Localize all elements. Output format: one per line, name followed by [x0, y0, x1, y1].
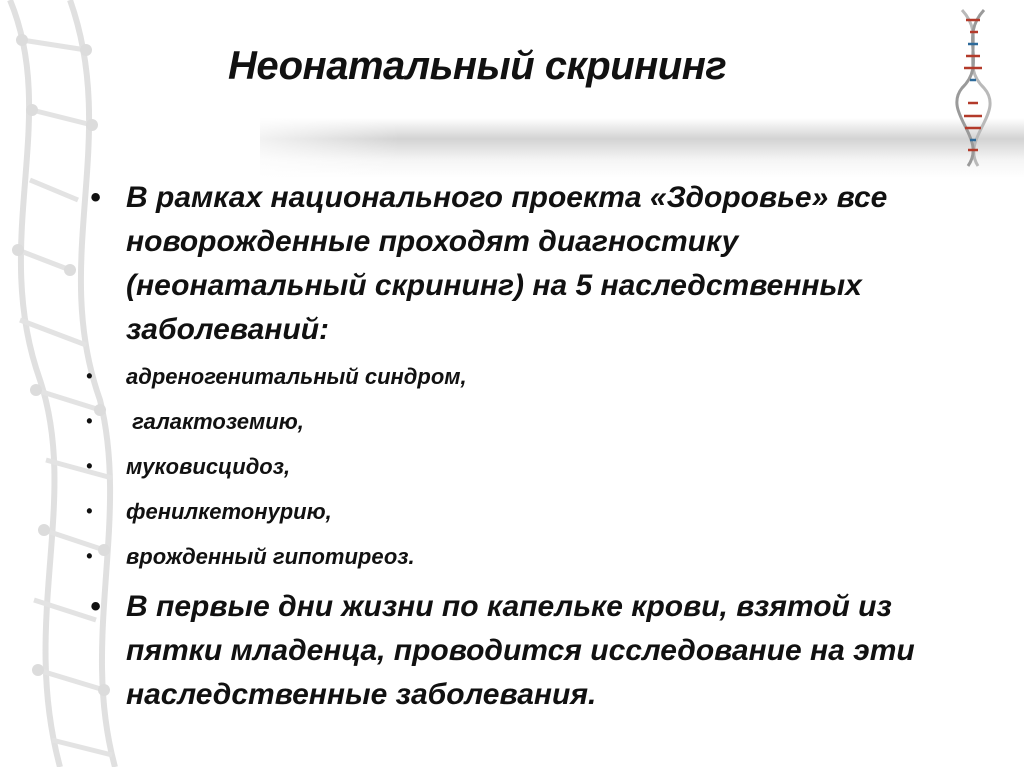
list-item-text: В первые дни жизни по капельке крови, взятой из пятки младенца, проводится исследование на эти наследственные заболевания.	[126, 590, 915, 711]
list-item-text: фенилкетонурию,	[126, 499, 332, 524]
list-item	[80, 399, 940, 444]
bullet-icon: •	[86, 411, 93, 431]
slide-title: Неонатальный скрининг	[228, 44, 727, 88]
bullet-icon: •	[90, 590, 101, 623]
list-item-text: В рамках национального проекта «Здоровье» все новорожденные проходят диагностику (неонатальный скрининг) на 5 наследственных заболеваний:	[126, 181, 888, 346]
list-item-text: адреногенитальный синдром,	[126, 364, 467, 389]
list-item	[80, 534, 940, 579]
bullet-icon: •	[86, 546, 93, 566]
bullet-icon: •	[86, 456, 93, 476]
dna-helix-icon	[948, 8, 998, 168]
list-item	[80, 444, 940, 489]
list-item	[80, 176, 940, 352]
list-item-text: врожденный гипотиреоз.	[126, 544, 415, 569]
list-item-text: галактоземию,	[126, 409, 304, 434]
bullet-list	[80, 176, 940, 717]
list-item	[80, 489, 940, 534]
list-item	[80, 354, 940, 399]
bullet-icon: •	[90, 181, 101, 214]
bullet-icon: •	[86, 366, 93, 386]
list-item-text: муковисцидоз,	[126, 454, 291, 479]
band-fade	[200, 118, 400, 178]
bullet-icon: •	[86, 501, 93, 521]
list-item	[80, 585, 940, 717]
